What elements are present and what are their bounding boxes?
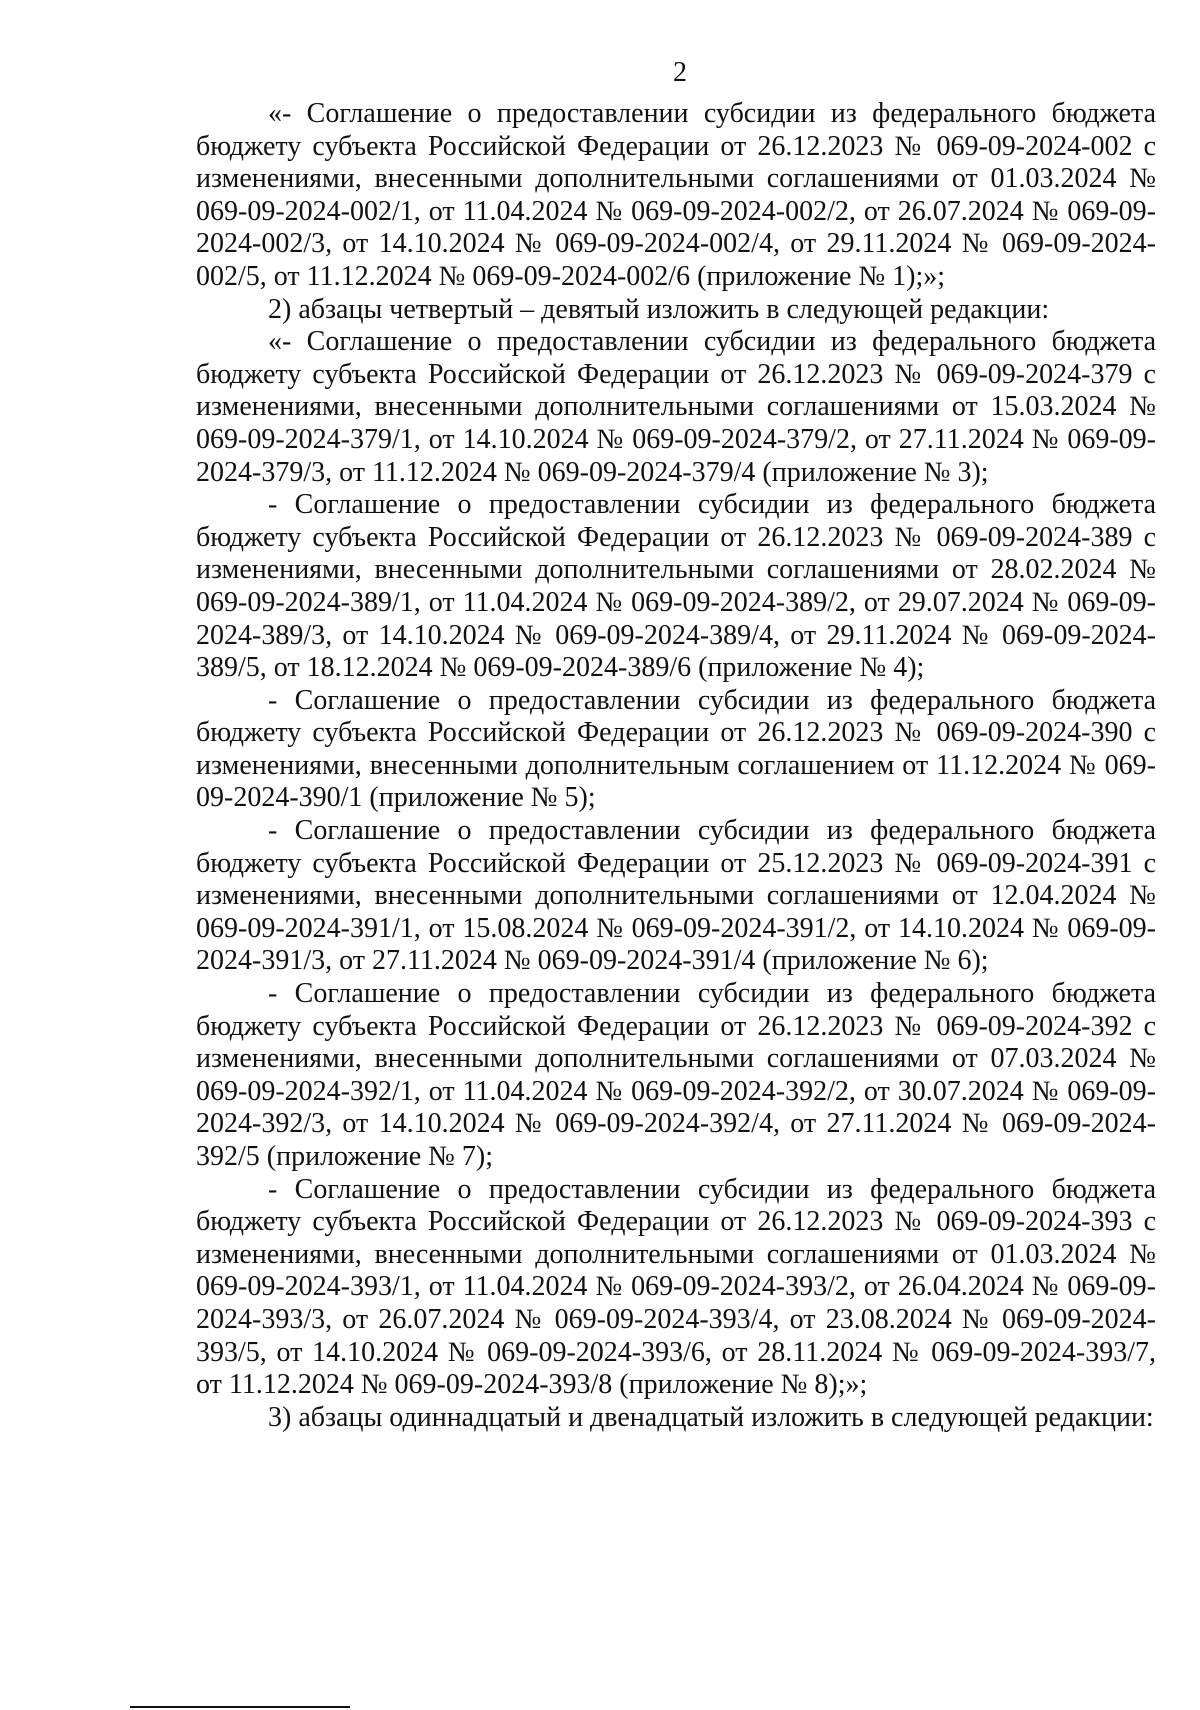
paragraph-agreement-389: - Соглашение о предоставлении субсидии из федерального бюджета бюджету субъекта Российской Федерации от 26.12.2023 № 069-09-2024-389 с изменениями, внесенными дополнительными соглашениями от 28.02.2024 № 069-09-2024-389/1, от 11.04.2024 № 069-09-2024-389/2, от 29.07.2024 № 069-09-2024-389/3, от 14.10.2024 № 069-09-2024-389/4, от 29.11.2024 № 069-09-2024-389/5, от 18.12.2024 № 069-09-2024-389/6 (приложение № 4); — [196, 489, 1156, 684]
paragraph-agreement-393: - Соглашение о предоставлении субсидии из федерального бюджета бюджету субъекта Российской Федерации от 26.12.2023 № 069-09-2024-393 с изменениями, внесенными дополнительными соглашениями от 01.03.2024 № 069-09-2024-393/1, от 11.04.2024 № 069-09-2024-393/2, от 26.04.2024 № 069-09-2024-393/3, от 26.07.2024 № 069-09-2024-393/4, от 23.08.2024 № 069-09-2024-393/5, от 14.10.2024 № 069-09-2024-393/6, от 28.11.2024 № 069-09-2024-393/7, от 11.12.2024 № 069-09-2024-393/8 (приложение № 8);»; — [196, 1173, 1156, 1401]
paragraph-agreement-391: - Соглашение о предоставлении субсидии из федерального бюджета бюджету субъекта Российской Федерации от 25.12.2023 № 069-09-2024-391 с изменениями, внесенными дополнительными соглашениями от 12.04.2024 № 069-09-2024-391/1, от 15.08.2024 № 069-09-2024-391/2, от 14.10.2024 № 069-09-2024-391/3, от 27.11.2024 № 069-09-2024-391/4 (приложение № 6); — [196, 815, 1156, 977]
paragraph-agreement-390: - Соглашение о предоставлении субсидии из федерального бюджета бюджету субъекта Российской Федерации от 26.12.2023 № 069-09-2024-390 с изменениями, внесенными дополнительным соглашением от 11.12.2024 № 069-09-2024-390/1 (приложение № 5); — [196, 684, 1156, 814]
paragraph-item-3: 3) абзацы одиннадцатый и двенадцатый изложить в следующей редакции: — [268, 1401, 1154, 1433]
paragraph-agreement-392: - Соглашение о предоставлении субсидии из федерального бюджета бюджету субъекта Российской Федерации от 26.12.2023 № 069-09-2024-392 с изменениями, внесенными дополнительными соглашениями от 07.03.2024 № 069-09-2024-392/1, от 11.04.2024 № 069-09-2024-392/2, от 30.07.2024 № 069-09-2024-392/3, от 14.10.2024 № 069-09-2024-392/4, от 27.11.2024 № 069-09-2024-392/5 (приложение № 7); — [196, 978, 1156, 1172]
paragraph-item-2: 2) абзацы четвертый – девятый изложить в следующей редакции: — [268, 293, 1050, 325]
page-number: 2 — [673, 57, 687, 88]
document-body — [196, 98, 1156, 1434]
footnote-divider — [130, 1706, 350, 1708]
paragraph-agreement-379: «- Соглашение о предоставлении субсидии из федерального бюджета бюджету субъекта Российской Федерации от 26.12.2023 № 069-09-2024-379 с изменениями, внесенными дополнительными соглашениями от 15.03.2024 № 069-09-2024-379/1, от 14.10.2024 № 069-09-2024-379/2, от 27.11.2024 № 069-09-2024-379/3, от 11.12.2024 № 069-09-2024-379/4 (приложение № 3); — [196, 326, 1156, 488]
paragraph-agreement-002: «- Соглашение о предоставлении субсидии из федерального бюджета бюджету субъекта Российской Федерации от 26.12.2023 № 069-09-2024-002 с изменениями, внесенными дополнительными соглашениями от 01.03.2024 № 069-09-2024-002/1, от 11.04.2024 № 069-09-2024-002/2, от 26.07.2024 № 069-09-2024-002/3, от 14.10.2024 № 069-09-2024-002/4, от 29.11.2024 № 069-09-2024-002/5, от 11.12.2024 № 069-09-2024-002/6 (приложение № 1);»; — [196, 98, 1156, 292]
